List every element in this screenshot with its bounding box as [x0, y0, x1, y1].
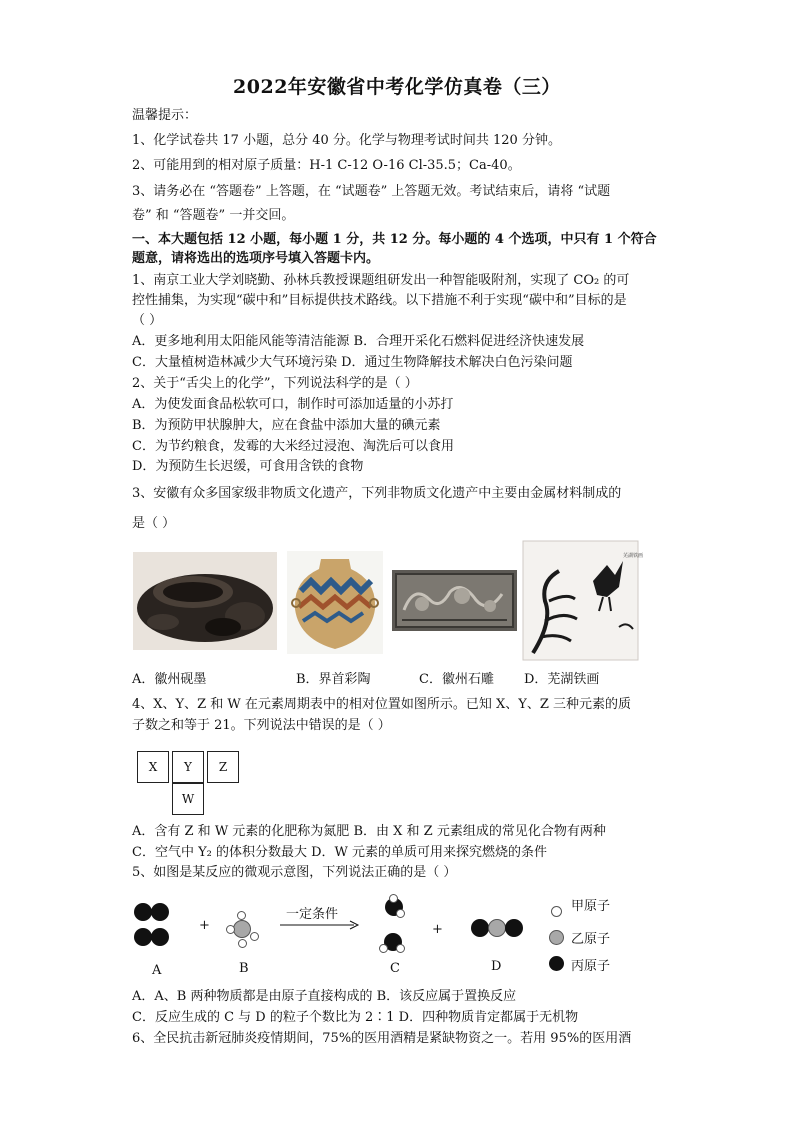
label-c: C: [390, 961, 400, 976]
question-4-stem: 子数之和等于 21。下列说法中错误的是（ ）: [132, 718, 391, 733]
cell-w: W: [172, 783, 204, 815]
legend-label: 甲原子: [571, 899, 611, 914]
question-4-option: C．空气中 Y₂ 的体积分数最大 D．W 元素的单质可用来探究燃烧的条件: [132, 845, 548, 860]
question-6-stem: 6、全民抗击新冠肺炎疫情期间，75%的医用酒精是紧缺物资之一。若用 95%的医用酒: [132, 1031, 632, 1046]
black-atom: [151, 928, 169, 946]
reaction-arrow: [280, 920, 360, 930]
question-2-option: D．为预防生长迟缓，可食用含铁的食物: [132, 459, 364, 474]
question-3-option: C．徽州石雕: [419, 672, 494, 687]
question-5-stem: 5、如图是某反应的微观示意图，下列说法正确的是（ ）: [132, 865, 457, 880]
question-4-option: A．含有 Z 和 W 元素的化肥称为氮肥 B．由 X 和 Z 元素组成的常见化合物有两种: [132, 824, 606, 839]
legend-black-atom: [549, 956, 564, 971]
question-2-option: B．为预防甲状腺肿大，应在食盐中添加大量的碘元素: [132, 418, 441, 433]
plus-sign: +: [199, 918, 210, 933]
question-1-option: A．更多地利用太阳能风能等清洁能源 B．合理开采化石燃料促进经济快速发展: [132, 334, 585, 349]
label-d: D: [491, 959, 502, 974]
section-heading: 题意，请将选出的选项序号填入答题卡内。: [132, 251, 380, 266]
legend-white-atom: [551, 906, 562, 917]
black-atom: [151, 903, 169, 921]
label-b: B: [239, 961, 249, 976]
question-1-option: C．大量植树造林减少大气环境污染 D．通过生物降解技术解决白色污染问题: [132, 355, 573, 370]
tips-header: 温馨提示：: [132, 108, 198, 123]
seal-text: 芜湖铁画: [623, 553, 644, 559]
white-atom: [389, 894, 398, 903]
reaction-condition: 一定条件: [286, 907, 339, 922]
tip-line: 1、化学试卷共 17 小题，总分 40 分。化学与物理考试时间共 120 分钟。: [132, 133, 561, 148]
plus-sign: +: [432, 922, 443, 937]
question-3-option: A．徽州砚墨: [132, 672, 207, 687]
question-2-option: C．为节约粮食，发霉的大米经过浸泡、淘洗后可以食用: [132, 439, 454, 454]
tip-line: 2、可能用到的相对原子质量：H-1 C-12 O-16 Cl-35.5；Ca-40。: [132, 158, 521, 173]
inkstone-photo: [133, 552, 277, 650]
cell-x: X: [137, 751, 169, 783]
black-atom: [134, 928, 152, 946]
question-3-stem: 是（ ）: [132, 516, 176, 531]
gray-atom: [488, 919, 506, 937]
iron-painting-photo: [523, 541, 644, 660]
black-atom: [134, 903, 152, 921]
stone-carving-photo: [392, 570, 517, 631]
question-1-stem: 控性捕集，为实现“碳中和”目标提供技术路线。以下措施不利于实现“碳中和”目标的是: [132, 293, 627, 308]
section-heading: 一、本大题包括 12 小题，每小题 1 分，共 12 分。每小题的 4 个选项，中只有 1 个符合: [132, 232, 657, 247]
tip-line: 卷” 和 “答题卷” 一并交回。: [132, 208, 295, 223]
white-atom: [379, 944, 388, 953]
label-a: A: [152, 963, 162, 978]
question-5-option: C．反应生成的 C 与 D 的粒子个数比为 2∶1 D．四种物质肯定都属于无机物: [132, 1010, 579, 1025]
page-title: 2022年安徽省中考化学仿真卷（三）: [233, 76, 561, 98]
tip-line: 3、请务必在 “答题卷” 上答题，在 “试题卷” 上答题无效。考试结束后，请将 “试题: [132, 184, 611, 199]
question-2-option: A．为使发面食品松软可口，制作时可添加适量的小苏打: [132, 397, 454, 412]
question-2-stem: 2、关于“舌尖上的化学”，下列说法科学的是（ ）: [132, 376, 418, 391]
white-atom: [238, 939, 247, 948]
question-3-stem: 3、安徽有众多国家级非物质文化遗产，下列非物质文化遗产中主要由金属材料制成的: [132, 486, 622, 501]
question-3-option: D．芜湖铁画: [524, 672, 600, 687]
gray-atom: [233, 920, 251, 938]
question-3-option: B．界首彩陶: [296, 672, 371, 687]
painted-pottery-photo: [287, 551, 383, 654]
question-1-stem: 1、南京工业大学刘晓勤、孙林兵教授课题组研发出一种智能吸附剂，实现了 CO₂ 的可: [132, 273, 630, 288]
legend-gray-atom: [549, 930, 564, 945]
white-atom: [250, 932, 259, 941]
question-5-option: A．A、B 两种物质都是由原子直接构成的 B．该反应属于置换反应: [132, 989, 517, 1004]
legend-label: 乙原子: [571, 932, 611, 947]
black-atom: [471, 919, 489, 937]
question-4-stem: 4、X、Y、Z 和 W 在元素周期表中的相对位置如图所示。已知 X、Y、Z 三种元素的质: [132, 697, 632, 712]
white-atom: [226, 925, 235, 934]
white-atom: [396, 909, 405, 918]
cell-y: Y: [172, 751, 204, 783]
white-atom: [396, 944, 405, 953]
question-1-stem: （ ）: [132, 313, 163, 328]
black-atom: [505, 919, 523, 937]
white-atom: [237, 911, 246, 920]
cell-z: Z: [207, 751, 239, 783]
legend-label: 丙原子: [571, 959, 611, 974]
